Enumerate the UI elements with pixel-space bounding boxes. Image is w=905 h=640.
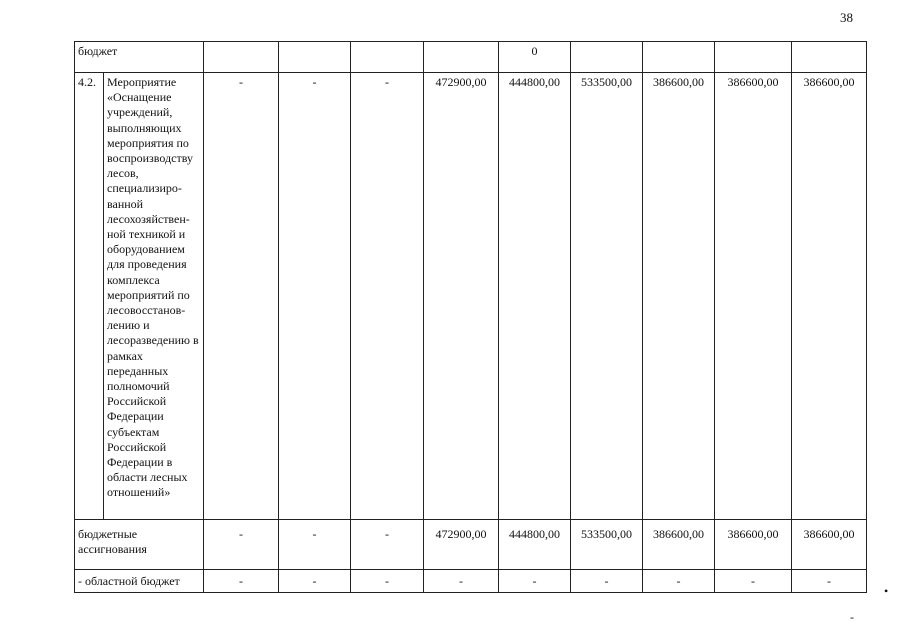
table-cell: -: [204, 520, 279, 570]
table-cell: 472900,00: [424, 520, 499, 570]
table-cell: -: [424, 570, 499, 593]
page-number: 38: [840, 10, 853, 25]
table-cell: 444800,00: [499, 73, 571, 520]
table-cell: 386600,00: [643, 520, 715, 570]
table-cell: -: [643, 570, 715, 593]
table-cell: [715, 42, 792, 73]
row-label-assignments: бюджетные ассигнования: [75, 520, 204, 570]
table-cell: [424, 42, 499, 73]
row-label-budget: бюджет: [75, 42, 204, 73]
budget-table: [74, 41, 867, 593]
table-cell: 386600,00: [643, 73, 715, 520]
table-cell: [351, 42, 424, 73]
table-cell: -: [499, 570, 571, 593]
measure-code: 4.2.: [75, 73, 104, 520]
table-row-budget: [75, 42, 867, 73]
table-cell: -: [204, 73, 279, 520]
table-cell: 533500,00: [571, 73, 643, 520]
table-cell: -: [279, 570, 351, 593]
table-cell: -: [351, 520, 424, 570]
table-cell: -: [351, 73, 424, 520]
row-label-regional-budget: - областной бюджет: [75, 570, 204, 593]
table-cell: -: [204, 570, 279, 593]
table-row-measure: [75, 73, 867, 520]
table-cell: [792, 42, 867, 73]
table-cell: 533500,00: [571, 520, 643, 570]
table-cell: 472900,00: [424, 73, 499, 520]
table-cell: 444800,00: [499, 520, 571, 570]
table-cell: [204, 42, 279, 73]
table-row-regional-budget: [75, 570, 867, 593]
table-cell: -: [715, 570, 792, 593]
table-cell: -: [571, 570, 643, 593]
scan-mark: •: [884, 584, 889, 598]
scan-mark: -: [850, 610, 854, 624]
table-cell: -: [792, 570, 867, 593]
table-cell: [279, 42, 351, 73]
table-cell: -: [279, 520, 351, 570]
table-cell: 386600,00: [792, 73, 867, 520]
table-cell: -: [279, 73, 351, 520]
table-cell: -: [351, 570, 424, 593]
table-cell: [643, 42, 715, 73]
table-row-assignments: [75, 520, 867, 570]
table-cell: 0: [499, 42, 571, 73]
table-cell: 386600,00: [715, 520, 792, 570]
table-cell: [571, 42, 643, 73]
table-cell: 386600,00: [715, 73, 792, 520]
measure-description: Мероприятие «Оснащение учреждений, выполняющих мероприятия по воспроизводству лесов, специализиро-ванной лесохозяйствен-ной техникой и оборудованием для проведения комплекса мероприятий по лесовосстанов-лению и лесоразведению в рамках переданных полномочий Российской Федерации субъектам Российской Федерации в области лесных отношений»: [104, 73, 204, 520]
table-cell: 386600,00: [792, 520, 867, 570]
